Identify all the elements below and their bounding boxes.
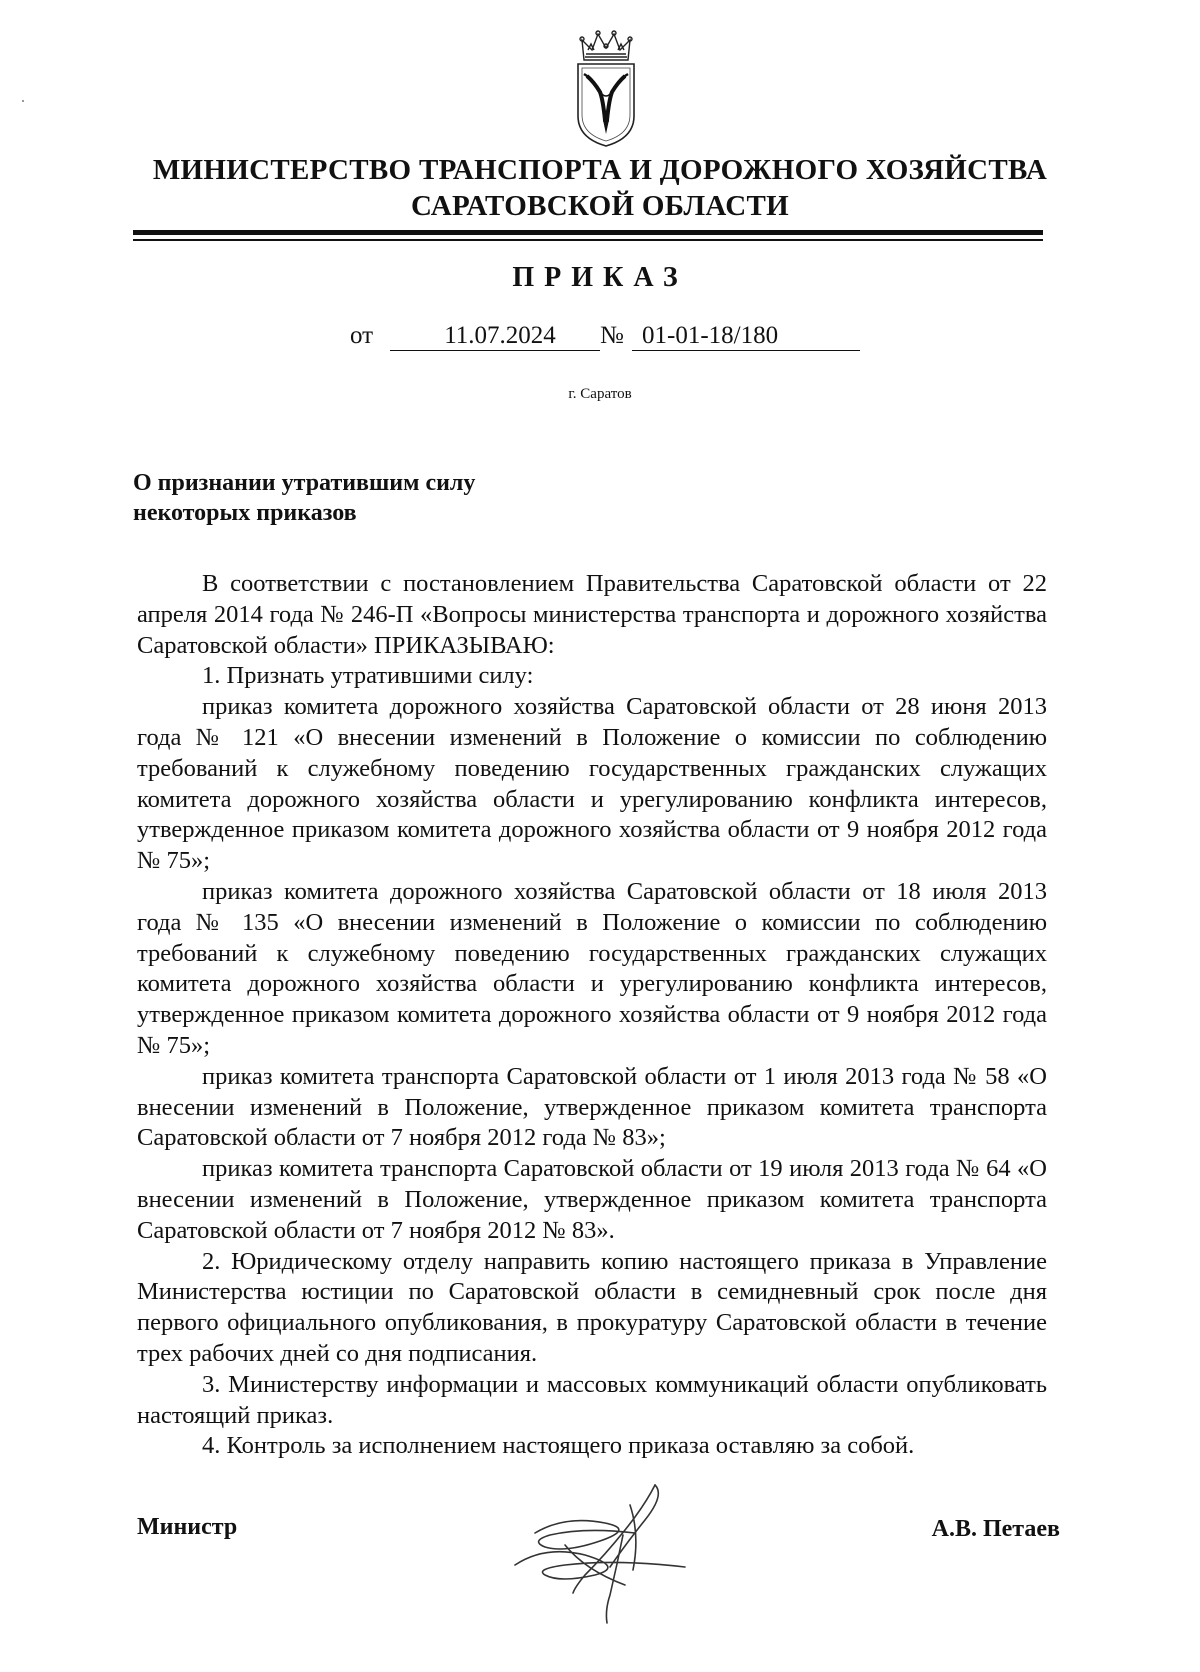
- scan-artifact: [22, 100, 24, 102]
- ministry-name-line1: МИНИСТЕРСТВО ТРАНСПОРТА И ДОРОЖНОГО ХОЗЯЙСТВА: [152, 154, 1048, 186]
- body-paragraph: приказ комитета транспорта Саратовской области от 19 июля 2013 года № 64 «О внесении изменений в Положение, утвержденное приказом комитета транспорта Саратовской области от 7 ноября 2012 № 83».: [137, 1155, 1047, 1244]
- handwritten-signature-icon: [505, 1475, 720, 1625]
- body-paragraph: 1. Признать утратившими силу:: [202, 662, 534, 690]
- body-paragraph: приказ комитета дорожного хозяйства Саратовской области от 18 июля 2013 года № 135 «О внесении изменений в Положение о комиссии по соблюдению требований к служебному поведению государственных гражданских служащих комитета дорожного хозяйства области и урегулированию конфликта интересов, утвержденное приказом комитета дорожного хозяйства области от 9 ноября 2012 года № 75»;: [137, 877, 1047, 1059]
- city: г. Саратов: [568, 386, 632, 402]
- order-body: [137, 569, 1047, 1462]
- order-number: 01-01-18/180: [632, 322, 860, 351]
- order-date-number-line: [0, 322, 1200, 358]
- order-date: 11.07.2024: [390, 322, 600, 351]
- body-paragraph: 2. Юридическому отделу направить копию настоящего приказа в Управление Министерства юстиции по Саратовской области в семидневный срок после дня первого официального опубликования, в прокуратуру Саратовской области в течение трех рабочих дней со дня подписания.: [137, 1247, 1047, 1367]
- signatory-position: Министр: [137, 1514, 238, 1540]
- body-paragraph: приказ комитета транспорта Саратовской области от 1 июля 2013 года № 58 «О внесении изменений в Положение, утвержденное приказом комитета транспорта Саратовской области от 7 ноября 2012 года № 83»;: [137, 1062, 1047, 1152]
- body-paragraph: приказ комитета дорожного хозяйства Саратовской области от 28 июня 2013 года № 121 «О внесении изменений в Положение о комиссии по соблюдению требований к служебному поведению государственных гражданских служащих комитета дорожного хозяйства области и урегулированию конфликта интересов, утвержденное приказом комитета дорожного хозяйства области от 9 ноября 2012 года № 75»;: [137, 693, 1047, 875]
- subject-line1: О признании утратившим силу: [133, 470, 476, 496]
- number-prefix: №: [600, 322, 624, 349]
- body-paragraph: 3. Министерству информации и массовых коммуникаций области опубликовать настоящий приказ.: [137, 1370, 1047, 1429]
- coat-of-arms-icon: [570, 30, 642, 148]
- order-subject: [133, 468, 475, 528]
- signatory-name: А.В. Петаев: [931, 1516, 1060, 1542]
- header-divider-thick: [133, 230, 1043, 235]
- header-divider-thin: [133, 239, 1043, 241]
- ministry-name-line2: САРАТОВСКОЙ ОБЛАСТИ: [411, 190, 789, 222]
- document-title: ПРИКАЗ: [512, 262, 688, 293]
- subject-line2: некоторых приказов: [133, 500, 357, 526]
- body-paragraph: 4. Контроль за исполнением настоящего приказа оставляю за собой.: [202, 1432, 915, 1460]
- date-prefix: от: [350, 322, 374, 349]
- body-paragraph: В соответствии с постановлением Правительства Саратовской области от 22 апреля 2014 года № 246-П «Вопросы министерства транспорта и дорожного хозяйства Саратовской области» ПРИКАЗЫВАЮ:: [137, 570, 1047, 659]
